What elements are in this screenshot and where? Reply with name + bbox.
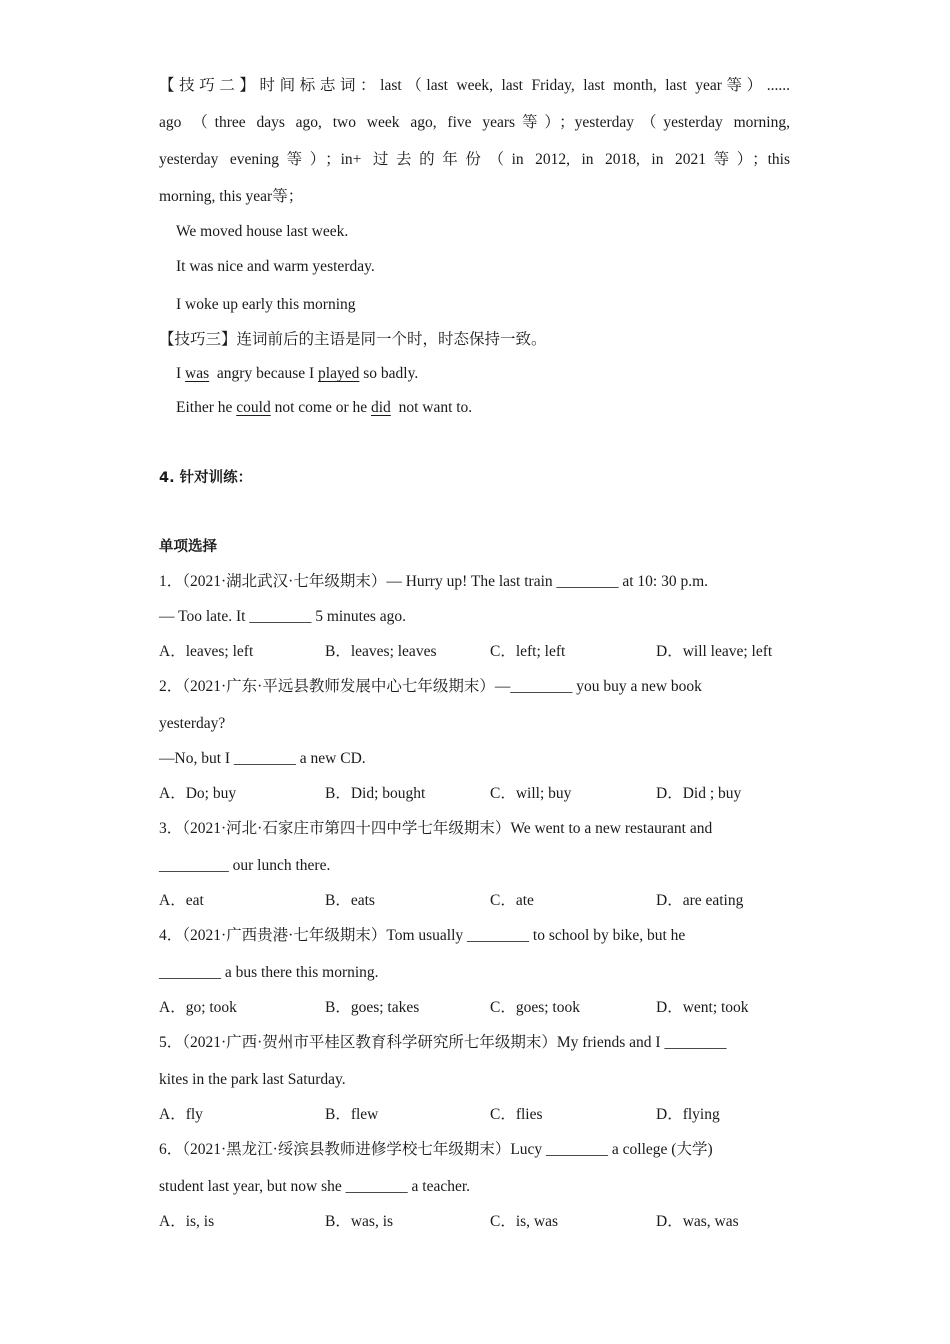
- tip2-line-3: yesterday evening等）；in+ 过去的年份（in 2012, in 2018, in 2021等）；this: [159, 151, 790, 168]
- question-2-option-b[interactable]: B．Did; bought: [325, 785, 426, 802]
- question-4-option-b[interactable]: B．goes; takes: [325, 999, 420, 1016]
- question-3-option-a[interactable]: A．eat: [159, 892, 204, 909]
- question-3-option-d[interactable]: D．are eating: [656, 892, 744, 909]
- underlined-verb: played: [318, 365, 360, 382]
- question-6-option-c[interactable]: C．is, was: [490, 1213, 559, 1230]
- question-5-option-d[interactable]: D．flying: [656, 1106, 720, 1123]
- tip2-line-4: morning, this year等；: [159, 188, 304, 205]
- question-2-line-2: yesterday?: [159, 715, 226, 732]
- question-2-option-c[interactable]: C．will; buy: [490, 785, 572, 802]
- question-6-line-2: student last year, but now she ________ a teacher.: [159, 1178, 471, 1195]
- question-3-line-2: _________ our lunch there.: [159, 857, 331, 874]
- tip2-example-2: It was nice and warm yesterday.: [176, 258, 375, 275]
- question-3-option-b[interactable]: B．eats: [325, 892, 375, 909]
- question-1-line-1: 1．（2021·湖北武汉·七年级期末）— Hurry up! The last train ________ at 10: 30 p.m.: [159, 573, 709, 590]
- tip2-example-3: I woke up early this morning: [176, 296, 356, 313]
- tip3-example-1: I was angry because I played so badly.: [176, 365, 419, 382]
- question-2-line-1: 2．（2021·广东·平远县教师发展中心七年级期末）—________ you buy a new book: [159, 678, 702, 695]
- underlined-verb: could: [236, 399, 271, 416]
- question-4-line-2: ________ a bus there this morning.: [159, 964, 379, 981]
- question-5-option-b[interactable]: B．flew: [325, 1106, 379, 1123]
- tip2-example-1: We moved house last week.: [176, 223, 349, 240]
- section-title: 4. 针对训练：: [159, 470, 253, 486]
- question-6-option-d[interactable]: D．was, was: [656, 1213, 739, 1230]
- question-1-option-b[interactable]: B．leaves; leaves: [325, 643, 437, 660]
- question-2-option-a[interactable]: A．Do; buy: [159, 785, 237, 802]
- question-3-line-1: 3．（2021·河北·石家庄市第四十四中学七年级期末）We went to a new restaurant and: [159, 820, 713, 837]
- underlined-verb: was: [185, 365, 210, 382]
- question-4-option-c[interactable]: C．goes; took: [490, 999, 580, 1016]
- question-1-option-d[interactable]: D．will leave; left: [656, 643, 773, 660]
- tip3-example-2: Either he could not come or he did not want to.: [176, 399, 473, 416]
- tip2-line-2: ago （three days ago, two week ago, five years等）；yesterday（yesterday morning,: [159, 114, 790, 131]
- question-6-option-a[interactable]: A．is, is: [159, 1213, 215, 1230]
- question-5-option-c[interactable]: C．flies: [490, 1106, 543, 1123]
- question-4-option-a[interactable]: A．go; took: [159, 999, 237, 1016]
- question-4-option-d[interactable]: D．went; took: [656, 999, 749, 1016]
- question-5-option-a[interactable]: A．fly: [159, 1106, 203, 1123]
- question-1-option-c[interactable]: C．left; left: [490, 643, 566, 660]
- question-1-option-a[interactable]: A．leaves; left: [159, 643, 254, 660]
- question-2-option-d[interactable]: D．Did ; buy: [656, 785, 742, 802]
- question-6-option-b[interactable]: B．was, is: [325, 1213, 394, 1230]
- subsection-title: 单项选择: [159, 539, 217, 555]
- question-6-line-1: 6．（2021·黑龙江·绥滨县教师进修学校七年级期末）Lucy ________ a college (大学): [159, 1141, 713, 1158]
- tip3-title: 【技巧三】连词前后的主语是同一个时，时态保持一致。: [159, 331, 547, 348]
- question-5-line-2: kites in the park last Saturday.: [159, 1071, 346, 1088]
- question-5-line-1: 5．（2021·广西·贺州市平桂区教育科学研究所七年级期末）My friends and I ________: [159, 1034, 727, 1051]
- tip2-line-1: 【技巧二】时间标志词：last（last week, last Friday, last month, last year等）......: [159, 77, 790, 94]
- question-3-option-c[interactable]: C．ate: [490, 892, 534, 909]
- question-4-line-1: 4．（2021·广西贵港·七年级期末）Tom usually ________ to school by bike, but he: [159, 927, 686, 944]
- question-1-line-2: — Too late. It ________ 5 minutes ago.: [159, 608, 407, 625]
- underlined-verb: did: [371, 399, 391, 416]
- question-2-line-3: —No, but I ________ a new CD.: [159, 750, 366, 767]
